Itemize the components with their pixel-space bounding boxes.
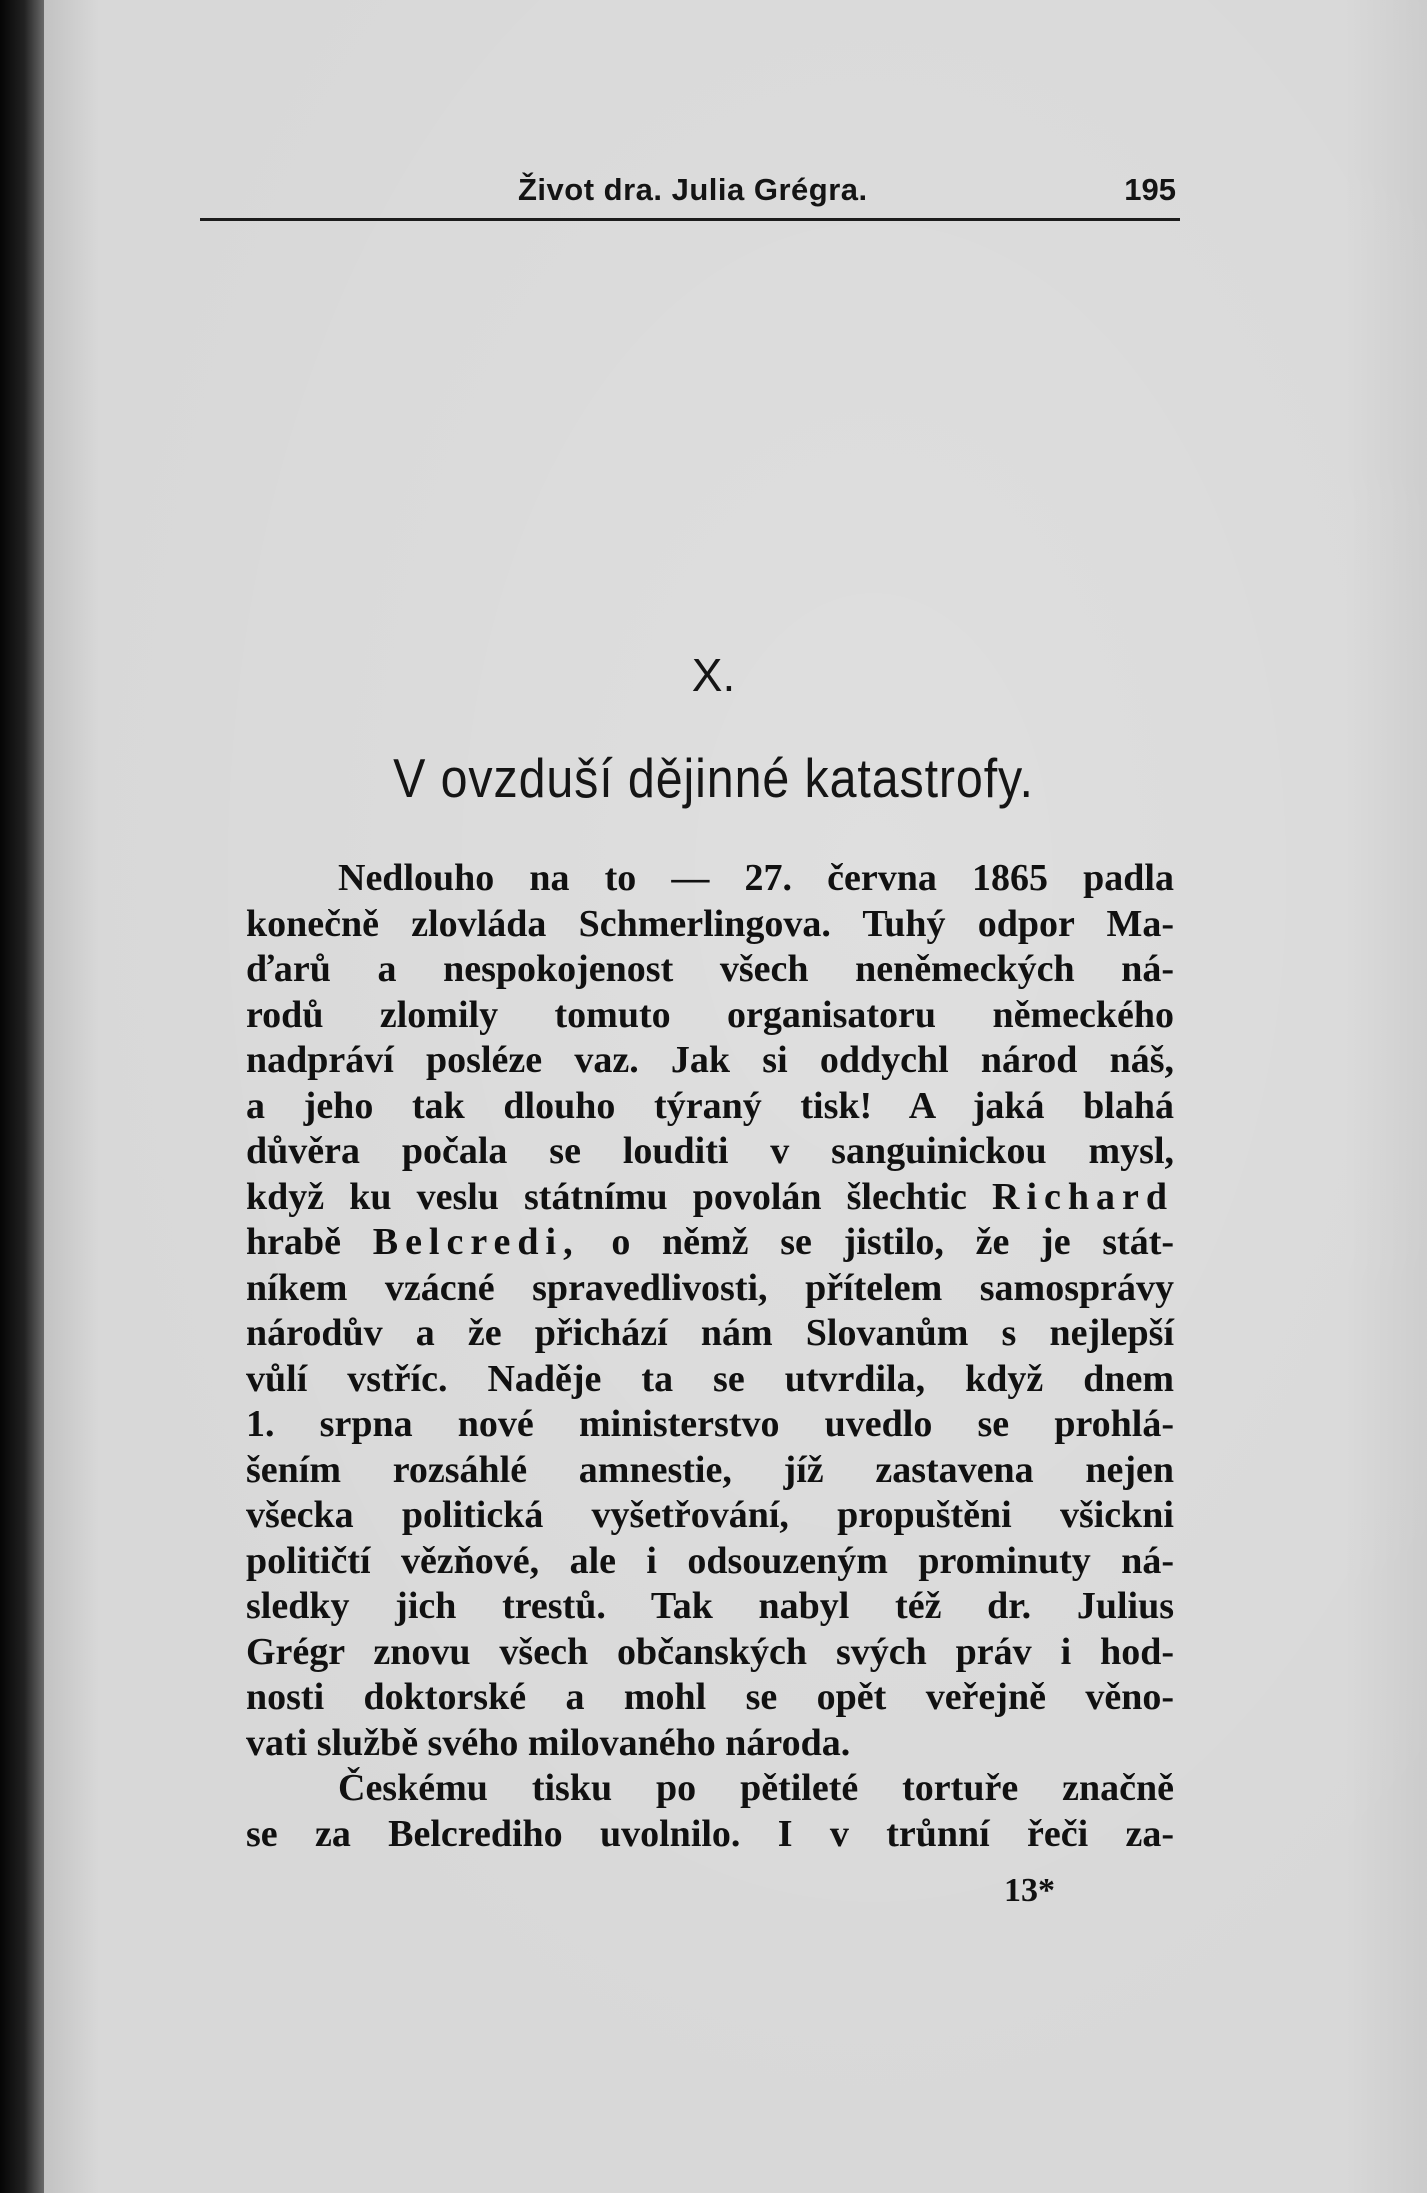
- running-header: [200, 168, 1180, 221]
- line-text: o němž se jistilo, že je stát-: [611, 1221, 1175, 1263]
- text-line: Grégr znovu všech občanských svých práv i hod-: [246, 1630, 1174, 1673]
- signature-mark: 13*: [1004, 1872, 1055, 1909]
- text-line: [246, 1175, 1174, 1221]
- text-line: šením rozsáhlé amnestie, jíž zastavena nejen: [246, 1448, 1174, 1491]
- text-line: 1. srpna nové ministerstvo uvedlo se prohlá-: [246, 1403, 1174, 1445]
- text-line: Nedlouho na to — 27. června 1865 padla: [338, 857, 1174, 899]
- name-richard: Richard: [992, 1175, 1174, 1218]
- text-line: [246, 1220, 1174, 1266]
- text-line: a jeho tak dlouho týraný tisk! A jaká blahá: [246, 1084, 1174, 1127]
- chapter-title: V ovzduší dějinné katastrofy.: [393, 747, 1034, 809]
- text-line: vati službě svého milovaného národa.: [246, 1721, 851, 1764]
- line-text: když ku veslu státnímu povolán šlechtic: [246, 1175, 967, 1218]
- line-text: hrabě: [246, 1221, 341, 1263]
- text-line: vůlí vstříc. Naděje ta se utvrdila, když dnem: [246, 1357, 1174, 1400]
- text-line: níkem vzácné spravedlivosti, přítelem samosprávy: [246, 1266, 1174, 1309]
- name-belcredi: Belcredi,: [372, 1221, 580, 1263]
- body-text: [246, 856, 1174, 1857]
- chapter-number: X.: [691, 649, 736, 701]
- text-line: političtí vězňové, ale i odsouzeným prominuty ná-: [246, 1539, 1174, 1582]
- text-line: nosti doktorské a mohl se opět veřejně věno-: [246, 1676, 1174, 1718]
- text-line: ďarů a nespokojenost všech neněmeckých ná-: [246, 948, 1174, 990]
- text-line: národův a že přichází nám Slovanům s nejlepší: [246, 1312, 1174, 1354]
- book-spine-shadow: [0, 0, 44, 2193]
- text-line: rodů zlomily tomuto organisatoru německého: [246, 993, 1174, 1036]
- text-line: konečně zlovláda Schmerlingova. Tuhý odpor Ma-: [246, 902, 1174, 945]
- running-title: Život dra. Julia Grégra.: [518, 172, 868, 207]
- text-line: se za Belcrediho uvolnilo. I v trůnní řeči za-: [246, 1812, 1174, 1855]
- text-line: všecka politická vyšetřování, propuštěni všickni: [246, 1494, 1174, 1536]
- text-line: nadpráví posléze vaz. Jak si oddychl národ náš,: [246, 1039, 1174, 1081]
- page-number: 195: [1124, 172, 1176, 207]
- text-line: důvěra počala se louditi v sanguinickou mysl,: [246, 1130, 1174, 1172]
- text-line: Českému tisku po pětileté tortuře značně: [338, 1767, 1174, 1809]
- text-line: sledky jich trestů. Tak nabyl též dr. Julius: [246, 1585, 1174, 1627]
